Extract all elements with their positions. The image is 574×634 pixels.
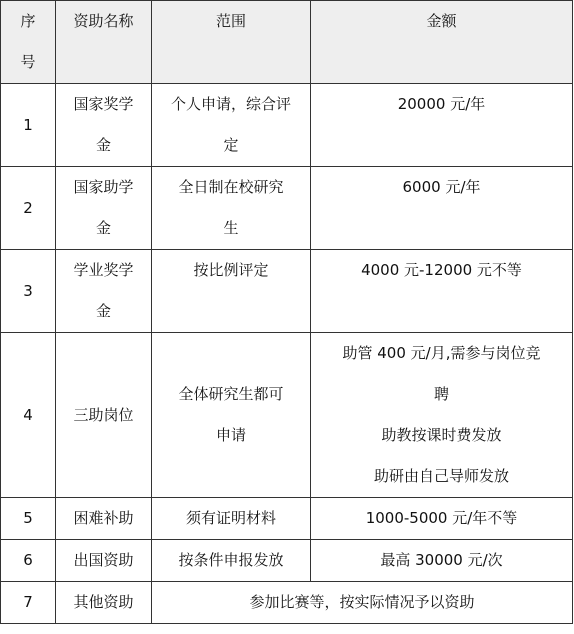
row-index: 2	[1, 167, 56, 250]
row-scope-line: 按比例评定	[193, 261, 269, 279]
table-row	[1, 250, 573, 333]
row-merged-description: 参加比赛等，按实际情况予以资助	[152, 582, 573, 624]
row-amount	[311, 167, 573, 250]
row-scope	[152, 167, 311, 250]
table-row	[1, 582, 573, 624]
row-name	[56, 498, 152, 540]
row-name-line: 三助岗位	[73, 405, 134, 424]
table-row	[1, 84, 573, 167]
row-name-line: 国家助学	[73, 178, 134, 196]
row-amount-line: 6000 元/年	[402, 178, 481, 196]
row-amount-line: 4000 元-12000 元不等	[361, 261, 522, 279]
row-amount-line: 助教按课时费发放	[381, 426, 502, 444]
header-scope: 范围	[152, 1, 311, 84]
row-name	[56, 250, 152, 333]
row-index: 5	[1, 498, 56, 540]
header-name: 资助名称	[56, 1, 152, 84]
row-scope-line: 个人申请，综合评	[170, 95, 291, 113]
row-amount	[311, 250, 573, 333]
row-amount	[311, 333, 573, 498]
row-index: 6	[1, 540, 56, 582]
table-row	[1, 333, 573, 498]
row-scope	[152, 250, 311, 333]
header-index	[1, 1, 56, 84]
row-name-line: 金	[95, 219, 111, 237]
row-scope-line: 全日制在校研究	[178, 178, 284, 196]
row-index: 3	[1, 250, 56, 333]
row-name	[56, 582, 152, 624]
row-amount-line: 助研由自己导师发放	[373, 467, 509, 485]
row-name-line: 金	[95, 136, 111, 154]
row-index: 1	[1, 84, 56, 167]
table-row	[1, 540, 573, 582]
row-scope	[152, 84, 311, 167]
row-amount-line: 1000-5000 元/年不等	[365, 509, 518, 527]
row-amount	[311, 498, 573, 540]
row-scope-line: 生	[223, 219, 239, 237]
row-amount-line: 助管 400 元/月,需参与岗位竞	[342, 344, 541, 362]
row-scope-line: 定	[223, 136, 239, 154]
row-amount-line: 聘	[433, 385, 449, 403]
row-index: 4	[1, 333, 56, 498]
row-name	[56, 540, 152, 582]
row-scope-line: 按条件申报发放	[178, 551, 284, 569]
header-index-line: 号	[20, 53, 36, 71]
table-row	[1, 167, 573, 250]
row-scope-line: 须有证明材料	[185, 509, 276, 527]
row-scope-line: 全体研究生都可	[178, 385, 284, 403]
row-scope	[152, 540, 311, 582]
row-name	[56, 333, 152, 498]
row-name	[56, 84, 152, 167]
row-name	[56, 167, 152, 250]
row-scope	[152, 498, 311, 540]
table-header-row	[1, 1, 573, 84]
header-index-line: 序	[20, 12, 36, 30]
row-name-line: 困难补助	[73, 509, 134, 527]
row-amount	[311, 84, 573, 167]
row-amount-line: 20000 元/年	[397, 95, 486, 113]
row-name-line: 国家奖学	[73, 95, 134, 113]
row-index: 7	[1, 582, 56, 624]
row-amount-line: 最高 30000 元/次	[380, 551, 503, 569]
row-name-line: 出国资助	[73, 551, 134, 569]
row-name-line: 学业奖学	[73, 261, 134, 279]
row-name-line: 其他资助	[73, 593, 134, 611]
row-name-line: 金	[95, 302, 111, 320]
header-amount: 金额	[311, 1, 573, 84]
table-row	[1, 498, 573, 540]
row-scope	[152, 333, 311, 498]
row-amount	[311, 540, 573, 582]
row-scope-line: 申请	[215, 426, 246, 444]
